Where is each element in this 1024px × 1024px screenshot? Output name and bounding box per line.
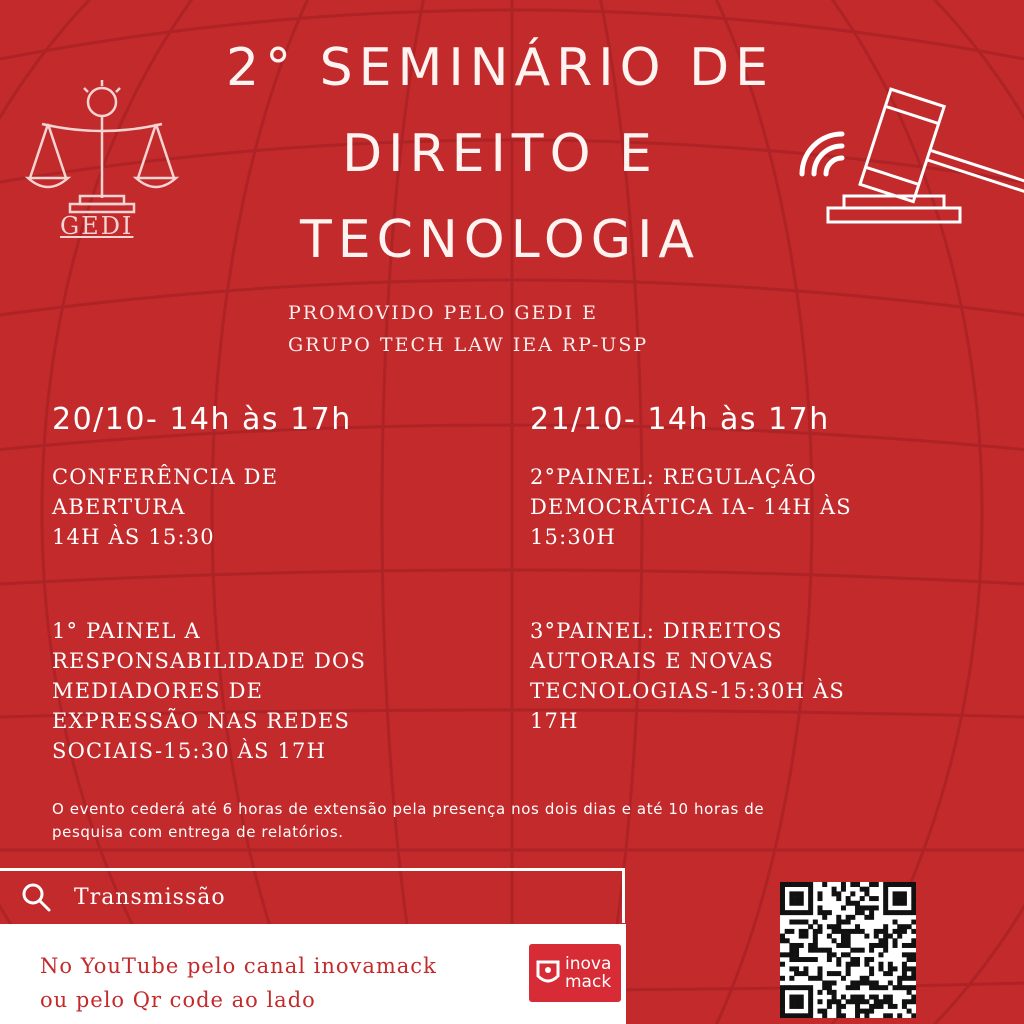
- title-line-2: DIREITO E: [342, 124, 658, 184]
- inovamack-logo-line-2: mack: [565, 972, 612, 992]
- qr-code-hint-text: ou pelo Qr code ao lado: [40, 988, 316, 1012]
- day2-date: 21/10- 14h às 17h: [530, 402, 830, 437]
- inovamack-logo-line-1: inova: [565, 954, 612, 974]
- qr-code-pattern: [780, 882, 916, 1018]
- day1-date: 20/10- 14h às 17h: [52, 402, 352, 437]
- title-line-1: 2° SEMINÁRIO DE: [226, 38, 774, 98]
- inovamack-logo[interactable]: [529, 944, 621, 1002]
- search-icon: [20, 881, 52, 913]
- hours-notice-line-2: pesquisa com entrega de relatórios.: [52, 823, 344, 841]
- youtube-channel-text: No YouTube pelo canal inovamack: [40, 954, 437, 978]
- transmission-label: Transmissão: [74, 884, 226, 910]
- inovamack-mark-icon: [535, 958, 561, 988]
- day1-panel-1: 1° PAINEL A RESPONSABILIDADE DOS MEDIADORES DE EXPRESSÃO NAS REDES SOCIAIS-15:30 ÀS 17H: [52, 619, 367, 763]
- day2-panel-3: 3°PAINEL: DIREITOS AUTORAIS E NOVAS TECNOLOGIAS-15:30H ÀS 17H: [530, 619, 845, 733]
- hours-notice-line-1: O evento cederá até 6 horas de extensão pela presença nos dois dias e até 10 horas de: [52, 800, 765, 818]
- title-line-3: TECNOLOGIA: [299, 210, 700, 270]
- day1-opening-conference: CONFERÊNCIA DE ABERTURA 14H ÀS 15:30: [52, 465, 279, 549]
- subtitle-line-1: PROMOVIDO PELO GEDI E: [288, 302, 599, 324]
- hours-notice: [52, 798, 952, 844]
- day2-panel-2: 2°PAINEL: REGULAÇÃO DEMOCRÁTICA IA- 14H ÀS 15:30H: [530, 465, 852, 549]
- gedi-logo-text: GEDI: [60, 212, 134, 240]
- transmission-bar[interactable]: [0, 868, 625, 923]
- qr-code[interactable]: [780, 882, 916, 1018]
- subtitle-line-2: GRUPO TECH LAW IEA RP-USP: [288, 334, 649, 356]
- gavel-icon: [824, 86, 1024, 228]
